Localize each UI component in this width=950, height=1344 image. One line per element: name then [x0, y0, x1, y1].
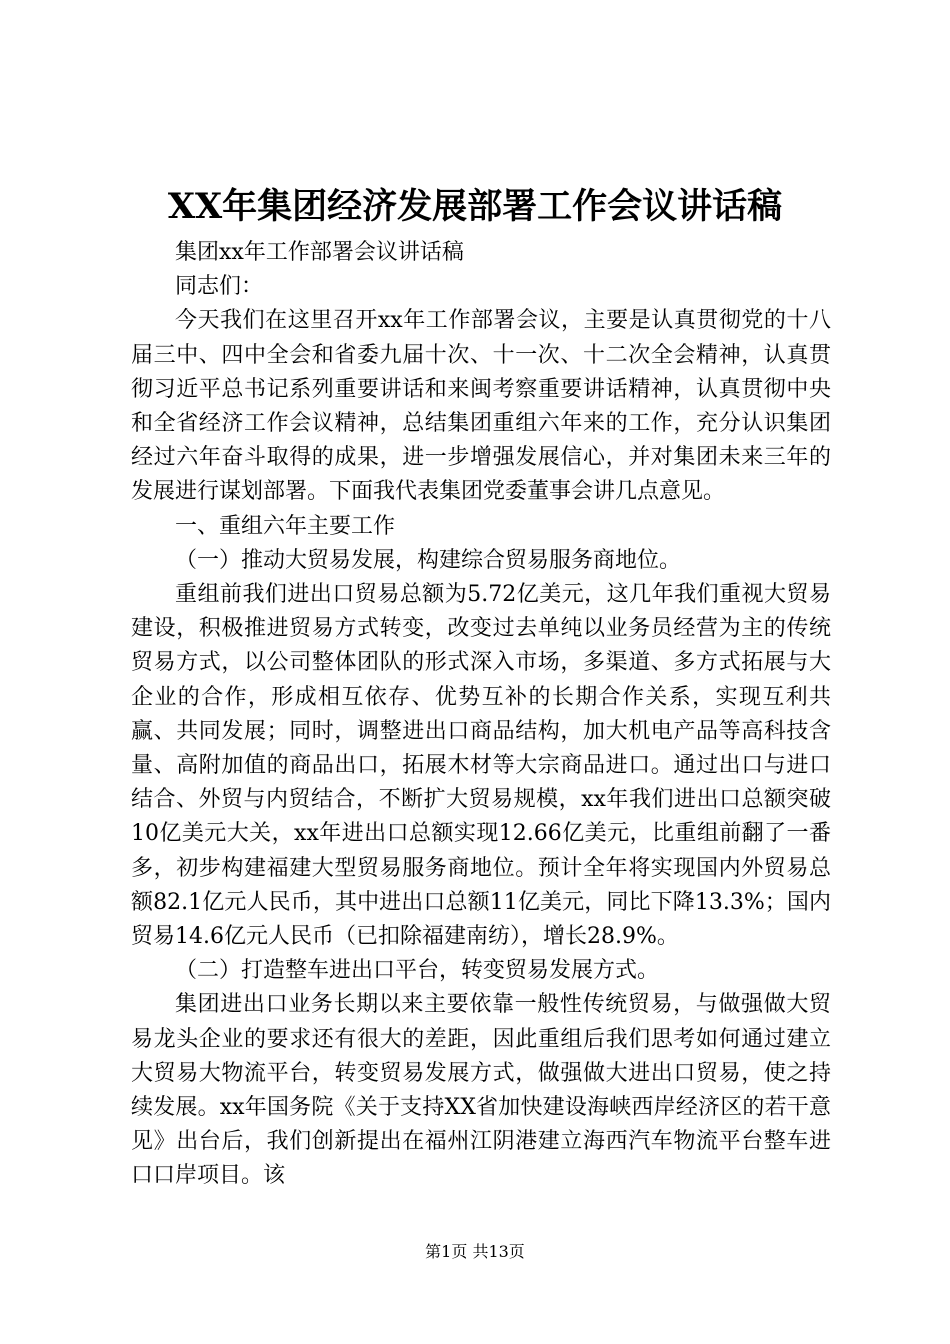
salutation-paragraph: 同志们：: [175, 274, 264, 300]
intro-paragraph: 今天我们在这里召开xx年工作部署会议，主要是认真贯彻党的十八届三中、四中全会和省委九届十次、十一次、十二次全会精神，认真贯彻习近平总书记系列重要讲话和来闽考察重要讲话精神，认真贯彻中央和全省经济工作会议精神，总结集团重组六年来的工作，充分认识集团经过六年奋斗取得的成果，进一步增强发展信心，并对集团未来三年的发展进行谋划部署。下面我代表集团党委董事会讲几点意见。: [131, 308, 831, 505]
body-paragraph: 集团进出口业务长期以来主要依靠一般性传统贸易，与做强做大贸易龙头企业的要求还有很大的差距，因此重组后我们思考如何通过建立大贸易大物流平台，转变贸易发展方式，做强做大进出口贸易，使之持续发展。xx年国务院《关于支持XX省加快建设海峡西岸经济区的若干意见》出台后，我们创新提出在福州江阴港建立海西汽车物流平台整车进口口岸项目。该: [131, 992, 831, 1189]
section-heading: 一、重组六年主要工作: [175, 513, 396, 539]
document-body: [131, 236, 831, 1194]
subsection-heading: （一）推动大贸易发展，构建综合贸易服务商地位。: [175, 547, 682, 573]
document-title: XX年集团经济发展部署工作会议讲话稿: [167, 186, 783, 227]
body-paragraph: 重组前我们进出口贸易总额为5.72亿美元，这几年我们重视大贸易建设，积极推进贸易方式转变，改变过去单纯以业务员经营为主的传统贸易方式，以公司整体团队的形式深入市场，多渠道、多方式拓展与大企业的合作，形成相互依存、优势互补的长期合作关系，实现互利共赢、共同发展；同时，调整进出口商品结构，加大机电产品等高科技含量、高附加值的商品出口，拓展木材等大宗商品进口。通过出口与进口结合、外贸与内贸结合，不断扩大贸易规模，xx年我们进出口总额突破10亿美元大关，xx年进出口总额实现12.66亿美元，比重组前翻了一番多，初步构建福建大型贸易服务商地位。预计全年将实现国内外贸易总额82.1亿元人民币，其中进出口总额11亿美元，同比下降13.3%；国内贸易14.6亿元人民币（已扣除福建南纺），增长28.9%。: [131, 582, 831, 950]
subsection-heading: （二）打造整车进出口平台，转变贸易发展方式。: [175, 958, 660, 984]
subtitle-paragraph: 集团xx年工作部署会议讲话稿: [175, 240, 464, 265]
page-footer: 第1页 共13页: [425, 1242, 525, 1261]
